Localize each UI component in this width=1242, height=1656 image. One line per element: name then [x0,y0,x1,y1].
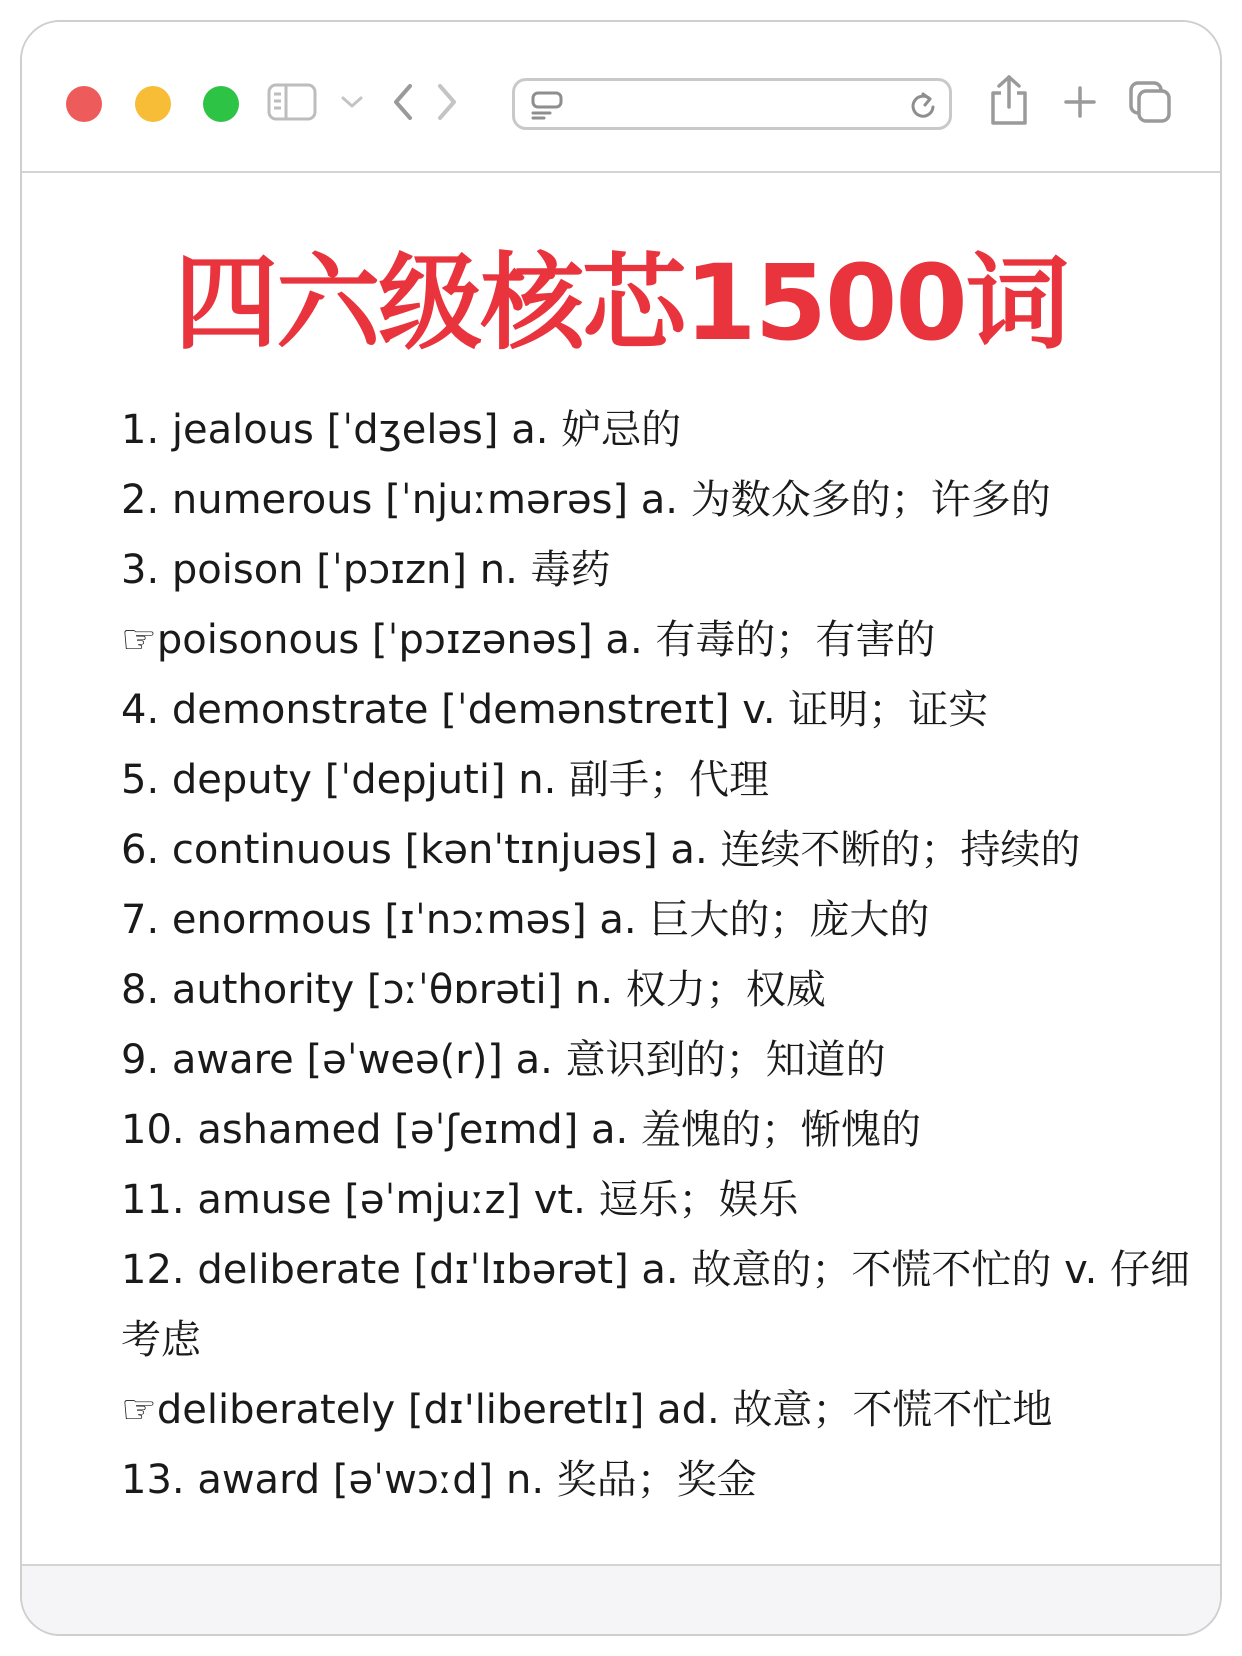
reload-icon[interactable] [907,89,939,121]
close-button[interactable] [66,86,102,122]
list-item: 3. poison [ˈpɔɪzn] n. 毒药 [121,547,611,593]
maximize-button[interactable] [203,86,239,122]
list-item: 1. jealous [ˈdʒeləs] a. 妒忌的 [121,407,682,453]
plus-icon[interactable] [1062,84,1098,120]
list-item: 7. enormous [ɪˈnɔːməs] a. 巨大的；庞大的 [121,897,930,943]
list-item: 2. numerous [ˈnjuːmərəs] a. 为数众多的；许多的 [121,477,1051,523]
browser-window [20,20,1222,1636]
list-item: 10. ashamed [əˈʃeɪmd] a. 羞愧的；惭愧的 [121,1107,921,1153]
browser-toolbar [22,22,1220,173]
list-item: 5. deputy [ˈdepjuti] n. 副手；代理 [121,757,770,803]
list-item: 9. aware [əˈweə(r)] a. 意识到的；知道的 [121,1037,886,1083]
list-item: 4. demonstrate [ˈdemənstreɪt] v. 证明；证实 [121,687,989,733]
vocabulary-list [121,395,1201,1515]
chevron-down-icon[interactable] [338,92,366,112]
status-bar [22,1564,1220,1634]
list-item: ☞poisonous [ˈpɔɪzənəs] a. 有毒的；有害的 [121,617,936,663]
forward-arrow-icon[interactable] [432,80,462,124]
list-item: 11. amuse [əˈmjuːz] vt. 逗乐；娱乐 [121,1177,799,1223]
list-item: 6. continuous [kənˈtɪnjuəs] a. 连续不断的；持续的 [121,827,1081,873]
back-arrow-icon[interactable] [388,80,418,124]
reader-icon[interactable] [529,89,565,121]
tabs-overview-icon[interactable] [1126,78,1174,126]
page-title: 四六级核芯1500词 [174,242,1068,364]
list-item: 12. deliberate [dɪˈlɪbərət] a. 故意的；不慌不忙的 v. 仔细考虑 [121,1247,1191,1363]
address-bar[interactable] [512,78,952,130]
list-item: ☞deliberately [dɪ'liberetlɪ] ad. 故意；不慌不忙地 [121,1387,1053,1433]
list-item: 8. authority [ɔːˈθɒrəti] n. 权力；权威 [121,967,826,1013]
sidebar-icon[interactable] [266,80,318,124]
share-icon[interactable] [984,72,1034,128]
page-content [22,173,1220,1586]
minimize-button[interactable] [135,86,171,122]
list-item: 13. award [əˈwɔːd] n. 奖品；奖金 [121,1457,757,1503]
